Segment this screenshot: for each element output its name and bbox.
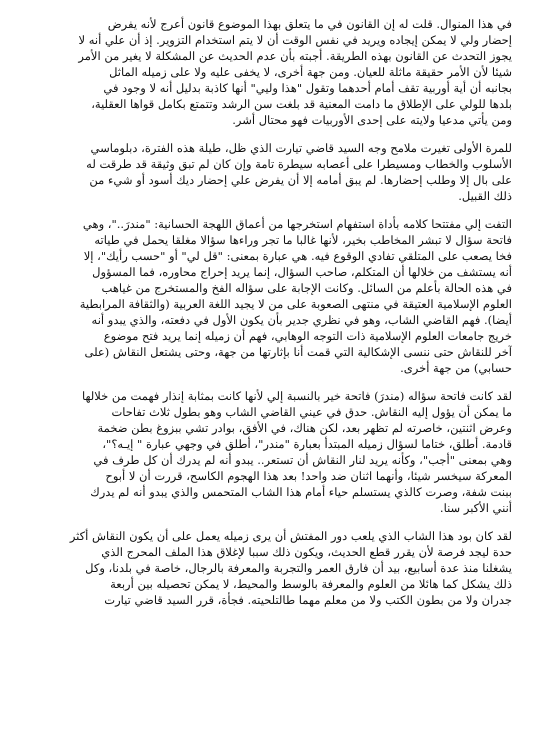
text-line: المعركة سيخسر شيئا، وأنهما اثنان ضد واحد! بعد هذا الهجوم الكاسح، قررت أن لا أبوح — [105, 469, 512, 483]
text-line: أنه يستشف من خلالها أن المتكلم، صاحب السؤال، إنما يريد إحراج محاوره، فما المسؤول — [92, 265, 512, 279]
paragraph — [50, 528, 512, 608]
text-line: بلدها للولي على الإطلاق ما دامت المعنية قد بلغت سن الرشد وتتمتع بكامل قواها العقلية، — [91, 97, 512, 111]
document-page — [50, 16, 512, 620]
text-line: شيئا لأن الأمر حقيقة ماثلة للعيان. ومن جهة أخرى، لا يخفى عليه ولا على زميله الماثل — [109, 65, 512, 79]
text-line: ببنت شفة، وصرت كالذي يستسلم حياء أمام هذا الشاب المتحمس والذي يبدو أنه لم يدرك — [90, 485, 512, 499]
text-line: حدة ليجد فرصة لأن يقرر قطع الحديث، ويكون ذلك سببا لإغلاق هذا الملف المحرج الذي — [101, 545, 512, 559]
text-line: حسابي) من جهة أخرى. — [400, 361, 512, 375]
text-line: ما يمكن أن يؤول إليه النقاش. حدق في عيني القاضي الشاب وهو بطول ثلاث تفاحات — [111, 405, 512, 419]
text-line: لقد كان بود هذا الشاب الذي يلعب دور المفتش أن يرى زميله يعمل على أن يكون النقاش أكثر — [69, 529, 512, 543]
text-line: فاتحة سؤال لا تبشر المخاطب بخير، لأنها غالبا ما تجر وراءها سؤالا مغلقا يحمل في طياته — [94, 233, 512, 247]
text-line: ذلك يشكل كما هائلا من العلوم والمعرفة بالوسط والمحيط، لا يمكن تحصيله بين أربعة — [110, 577, 512, 591]
text-line: إحضار ولي لا يمكن إيجاده ويريد في نفس الوقت أن لا يتم استخدام التزوير. إذ أن علي أنه لا — [78, 33, 512, 47]
text-line: يشغلنا منذ عدة أسابيع، بيد أن فارق العمر والتجربة والمعرفة بالرجال، خاصة في بلدنا، وكل — [85, 561, 512, 575]
text-line: يجوز التحدث عن القانون بهذه الطريقة. أجبته بأن عدم الحديث عن المشكلة لا يغير من الأمر — [78, 49, 512, 63]
text-line: في هذا المنوال. قلت له إن القانون في ما يتعلق بهذا الموضوع قانون أعرج لأنه يفرض — [107, 17, 512, 31]
text-line: التفت إلي مفتتحا كلامه بأداة استفهام استخرجها من أعماق اللهجة الحسانية: "مندرَ.."، وهي — [82, 217, 512, 231]
text-line: وهي بمعنى "أجب"، وكأنه يريد لنار النقاش أن تستعر.. يبدو أنه لم يدرك أن كل طرف في — [93, 453, 512, 467]
text-line: خريج جامعات العلوم الإسلامية ذات التوجه الوهابي، فهم أن زميله إنما يريد فتح موضوع — [103, 329, 512, 343]
text-line: العلوم الإسلامية العتيقة في منتهى الصعوبة على من لا يجيد اللغة العربية (والثقافة المرابطية — [79, 297, 512, 311]
text-line: جدران ولا من بطون الكتب ولا من معلم مهما طالتلحيته. فجأة، قرر السيد قاضي تيارت — [104, 593, 512, 607]
paragraph — [50, 16, 512, 128]
text-line: الأسلوب والخطاب ومسيطرا على أعصابه سيطرة تامة وإن كان لم تبق وثيقة قد طرقت له — [86, 157, 512, 171]
text-line: على بال إلا وطلب إحضارها. لم يبق أمامه إلا أن يفرض علي إحضار ديك أسود أو شيء من — [89, 173, 512, 187]
text-line: لقد كانت فاتحة سؤاله (مندرَ) فاتحة خير بالنسبة إلي لأنها كانت بمثابة إنذار فهمت من خلالها — [82, 389, 512, 403]
text-line: وعرض اثنتين، خاصرته لم تظهر بعد، لكن هناك، في الأفق، بوادر تشي ببزوغ بطن ضخمة — [97, 421, 512, 435]
text-line: آخر للنقاش حتى ننسى الإشكالية التي قمت أنا بإثارتها من جهة، وحتى يشتعل النقاش (على — [84, 345, 512, 359]
text-line: بجانبه أن أية أوربية تقف أمام أحدهما وتقول "هذا وليي" أنها كاذبة بدليل أنه لا وجود في — [103, 81, 512, 95]
text-line: ذلك القبيل. — [458, 189, 512, 203]
paragraph — [50, 216, 512, 376]
text-line: قادمة. أطلق، ختاما لسؤال زميله المبتدأ بعبارة "مندر"، أطلق في وجهي عبارة " إيـه؟"، — [102, 437, 512, 451]
paragraph — [50, 388, 512, 516]
text-line: أنني الأكبر سنا. — [439, 501, 512, 515]
text-line: فخا يصعب على المتلقي تفادي الوقوع فيه. هي عبارة بمعنى: "قل لي" أو "حسب رأيك"، إلا — [83, 249, 512, 263]
text-line: أيضا). فهم القاضي الشاب، وهو في نظري جدير بأن يكون الأول في دفعته، والذي يبدو أنه — [91, 313, 512, 327]
text-line: ومن يأتي مدعيا ولايته على إحدى الأوربيات فهو محتال أشر. — [232, 113, 512, 127]
text-line: للمرة الأولى تغيرت ملامح وجه السيد قاضي تيارت الذي ظل، طيلة هذه الفترة، دبلوماسي — [90, 141, 512, 155]
paragraph — [50, 140, 512, 204]
text-line: في هذه الحالة بأعلم من السائل. وكانت الإجابة على سؤاله الفخ والمستخرج من غياهب — [101, 281, 512, 295]
